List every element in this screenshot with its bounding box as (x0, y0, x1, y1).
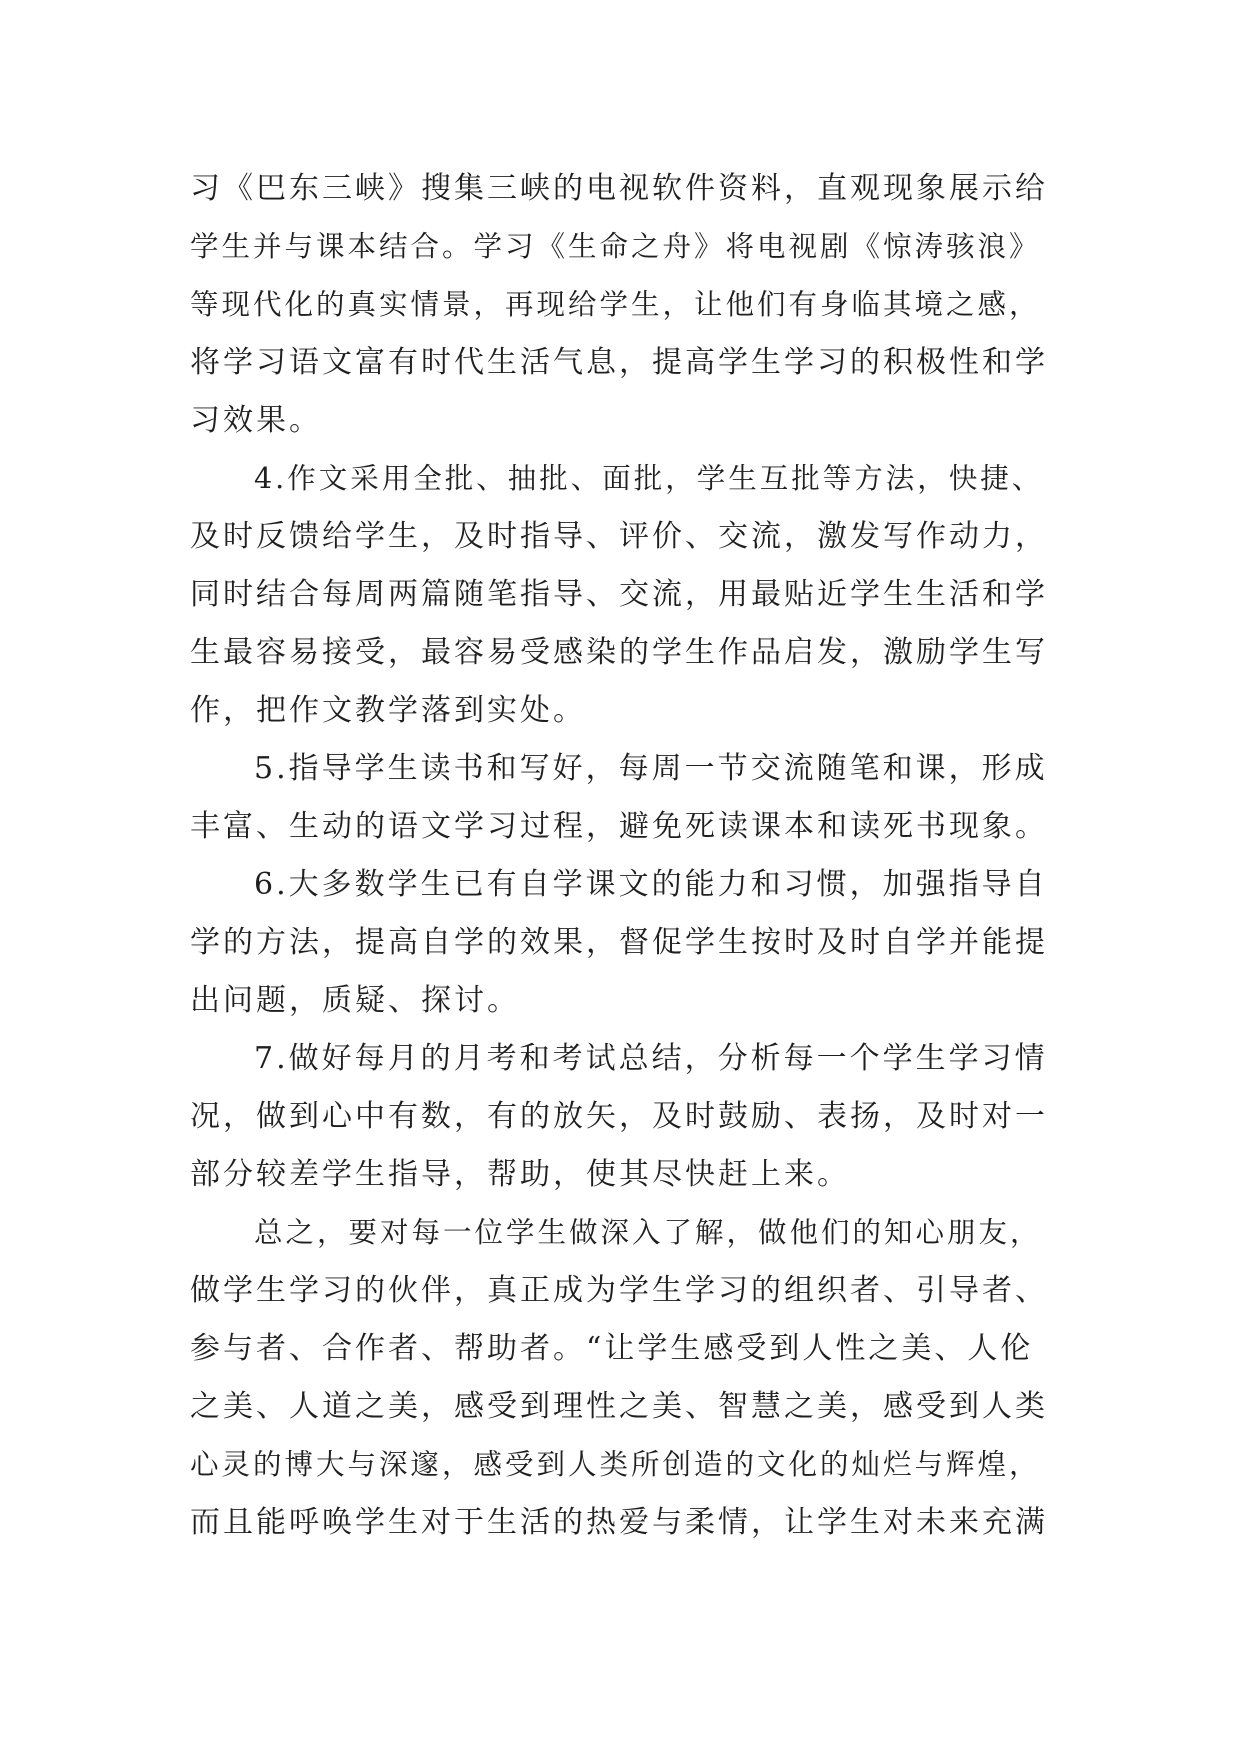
text-line: 生最容易接受，最容易受感染的学生作品启发，激励学生写 (190, 635, 1048, 670)
document-body (190, 160, 1050, 1552)
text-line: 同时结合每周两篇随笔指导、交流，用最贴近学生生活和学 (190, 577, 1048, 612)
text-line: 学生并与课本结合。学习《生命之舟》将电视剧《惊涛骇浪》 (190, 230, 1041, 263)
text-line: 心灵的博大与深邃，感受到人类所创造的文化的灿烂与辉煌， (190, 1448, 1041, 1481)
text-line: 出问题，质疑、探讨。 (190, 983, 520, 1018)
text-line: 而且能呼唤学生对于生活的热爱与柔情，让学生对未来充满 (190, 1505, 1048, 1540)
text-line: 习《巴东三峡》搜集三峡的电视软件资料，直观现象展示给 (190, 171, 1048, 206)
text-line: 及时反馈给学生，及时指导、评价、交流，激发写作动力， (190, 519, 1048, 554)
text-line: 况，做到心中有数，有的放矢，及时鼓励、表扬，及时对一 (190, 1099, 1048, 1134)
text-line: 5.指导学生读书和写好，每周一节交流随笔和课，形成 (254, 751, 1048, 786)
text-line: 部分较差学生指导，帮助，使其尽快赶上来。 (190, 1157, 850, 1192)
text-line: 总之，要对每一位学生做深入了解，做他们的知心朋友， (254, 1216, 1042, 1249)
text-line: 4.作文采用全批、抽批、面批，学生互批等方法，快捷、 (254, 462, 1044, 495)
text-line: 学的方法，提高自学的效果，督促学生按时及时自学并能提 (190, 925, 1048, 960)
text-line: 参与者、合作者、帮助者。“让学生感受到人性之美、人伦 (190, 1331, 1034, 1366)
text-line: 作，把作文教学落到实处。 (190, 693, 586, 728)
text-line: 将学习语文富有时代生活气息，提高学生学习的积极性和学 (190, 345, 1048, 380)
text-line: 之美、人道之美，感受到理性之美、智慧之美，感受到人类 (190, 1389, 1048, 1424)
text-line: 习效果。 (190, 403, 322, 438)
text-line: 做学生学习的伙伴，真正成为学生学习的组织者、引导者、 (190, 1273, 1048, 1308)
text-line: 7.做好每月的月考和考试总结，分析每一个学生学习情 (254, 1041, 1048, 1076)
text-line: 等现代化的真实情景，再现给学生，让他们有身临其境之感， (190, 288, 1041, 321)
text-line: 丰富、生动的语文学习过程，避免死读课本和读死书现象。 (190, 809, 1048, 844)
text-line: 6.大多数学生已有自学课文的能力和习惯，加强指导自 (254, 867, 1048, 902)
